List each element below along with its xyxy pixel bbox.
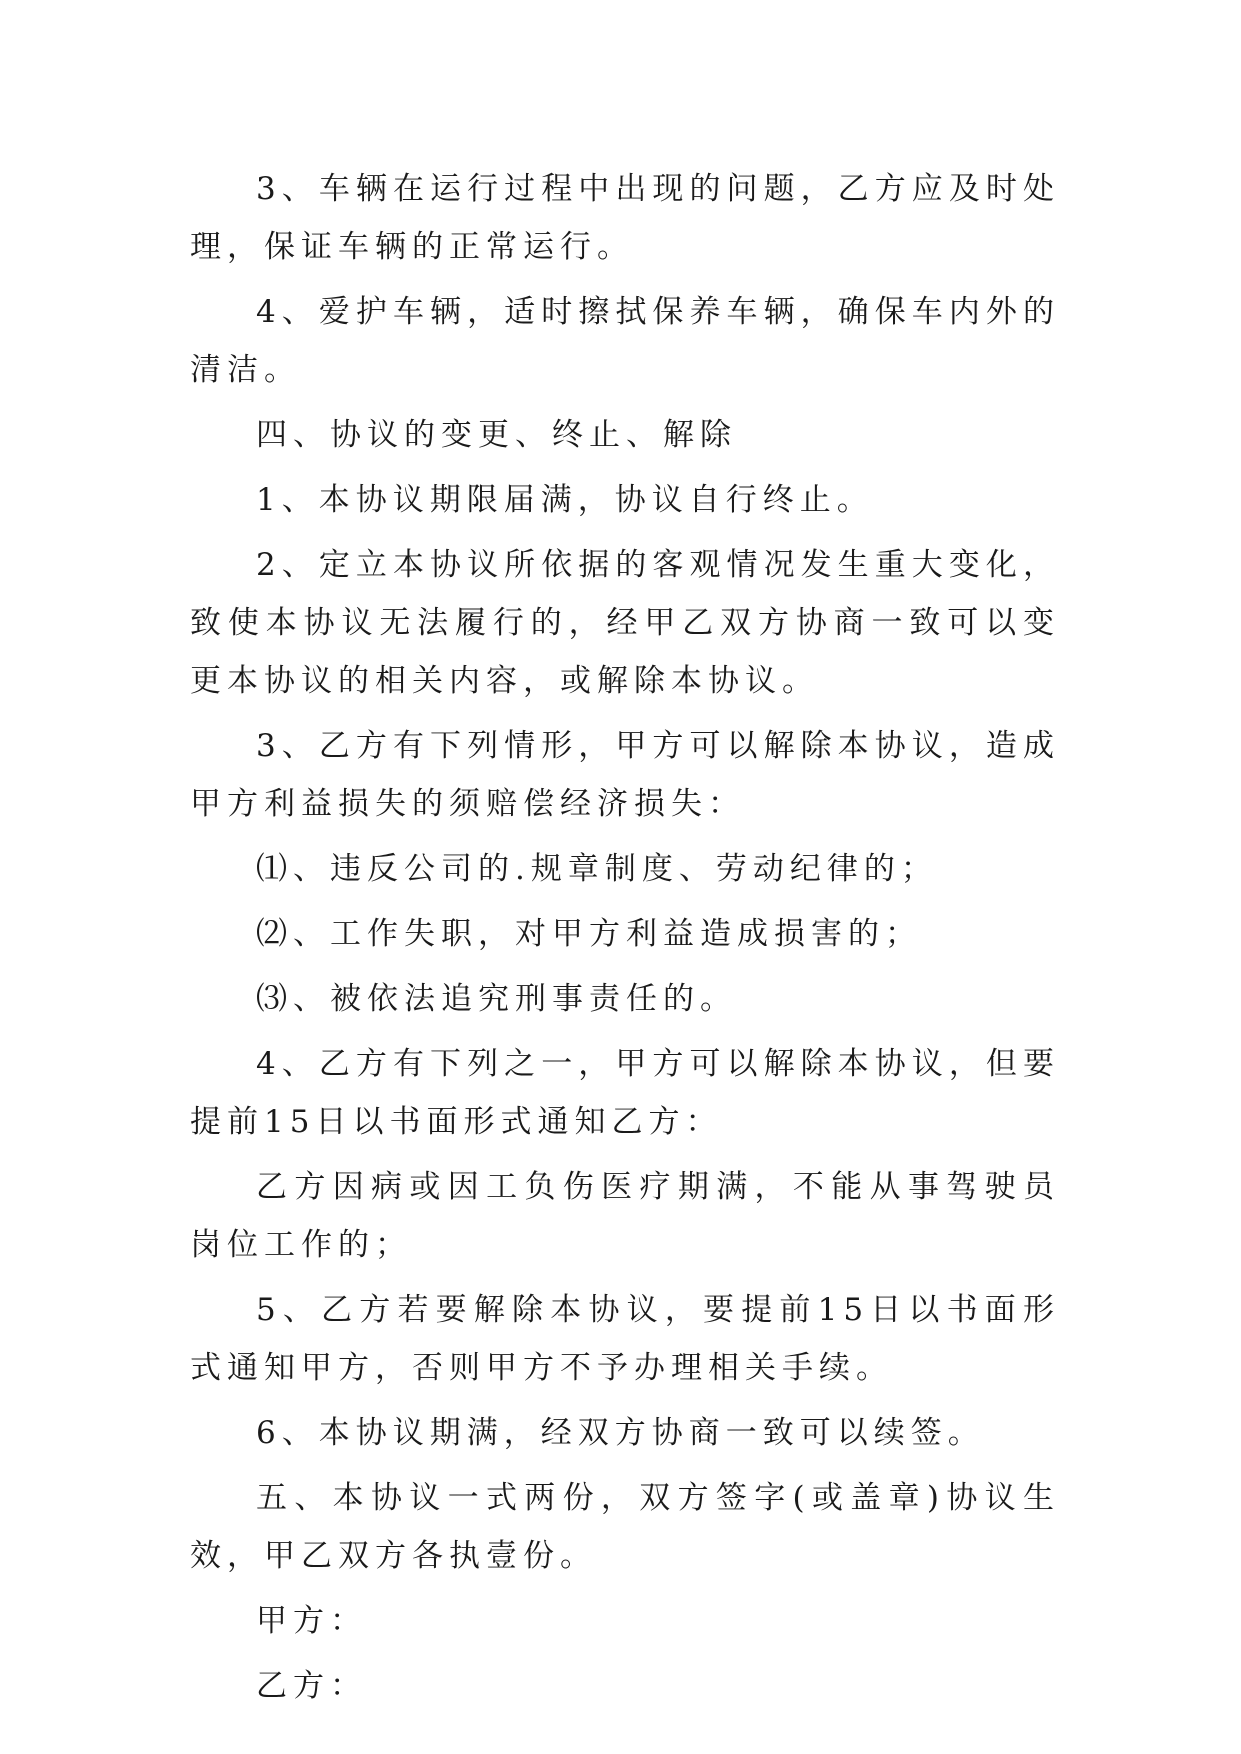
paragraph-clause-4-2: 2、定立本协议所依据的客观情况发生重大变化，致使本协议无法履行的，经甲乙双方协商一致可以变更本协议的相关内容，或解除本协议。 (190, 547, 1060, 699)
paragraph-clause-3-4: 4、爱护车辆，适时擦拭保养车辆，确保车内外的清洁。 (190, 294, 1060, 388)
section-heading-4: 四、协议的变更、终止、解除 (256, 417, 737, 453)
paragraph-clause-4-4-detail: 乙方因病或因工负伤医疗期满，不能从事驾驶员岗位工作的； (190, 1169, 1060, 1263)
paragraph-clause-4-1: 1、本协议期限届满，协议自行终止。 (256, 482, 874, 518)
list-item-2: ⑵、工作失职，对甲方利益造成损害的； (256, 916, 922, 952)
paragraph-clause-3-3: 3、车辆在运行过程中出现的问题，乙方应及时处理，保证车辆的正常运行。 (190, 171, 1060, 265)
paragraph-clause-4-3: 3、乙方有下列情形，甲方可以解除本协议，造成甲方利益损失的须赔偿经济损失： (190, 728, 1060, 822)
paragraph-clause-4-5: 5、乙方若要解除本协议，要提前15日以书面形式通知甲方，否则甲方不予办理相关手续。 (190, 1292, 1060, 1386)
paragraph-clause-4-4: 4、乙方有下列之一，甲方可以解除本协议，但要提前15日以书面形式通知乙方： (190, 1046, 1060, 1140)
document-body (190, 160, 1060, 1715)
paragraph-clause-4-6: 6、本协议期满，经双方协商一致可以续签。 (256, 1415, 985, 1451)
list-item-1: ⑴、违反公司的.规章制度、劳动纪律的； (256, 851, 938, 887)
signature-party-a: 甲方： (256, 1603, 367, 1639)
section-heading-5: 五、本协议一式两份，双方签字(或盖章)协议生效，甲乙双方各执壹份。 (190, 1480, 1060, 1574)
signature-party-b: 乙方： (256, 1668, 367, 1704)
list-item-3: ⑶、被依法追究刑事责任的。 (256, 981, 737, 1017)
